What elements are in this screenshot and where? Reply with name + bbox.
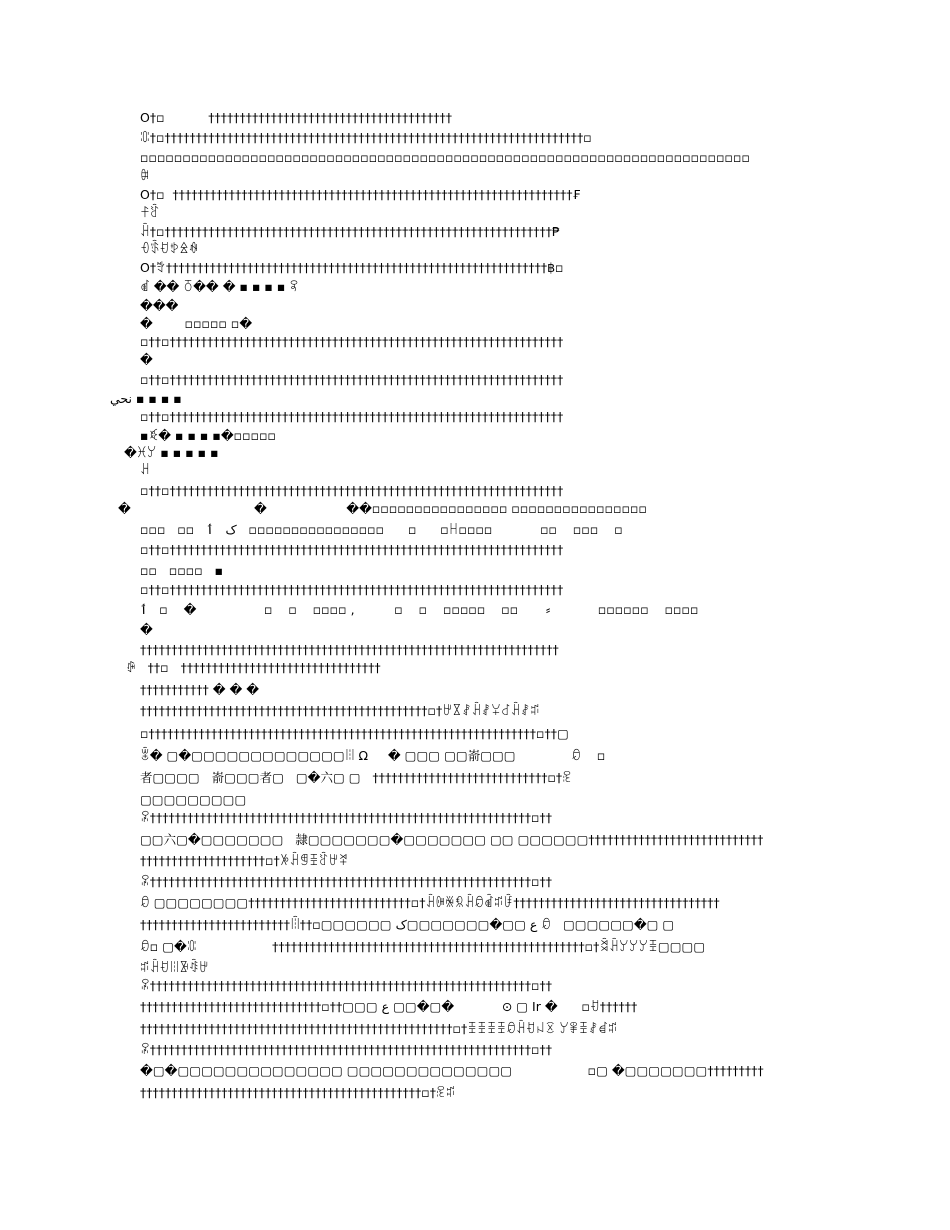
text-line: 者▢▢▢▢ 嵛▢▢▢者▢ ▢�六▢ ▢ ††††††††††††††††††††††††††††▫†ꆮ bbox=[140, 770, 572, 785]
text-line: ▢▢六▢�▢▢▢▢▢▢▢ 隷▢▢▢▢▢▢▢�▢▢▢▢▢▢▢ ▢▢ ▢▢▢▢▢▢†††††††††††††††††††††††††††† bbox=[140, 832, 764, 847]
text-line: ††††††††††††††††††††▫†ꉼꃄꁅꀨꋑꉠꈭ bbox=[140, 853, 349, 868]
text-line: ▪ꀥ� ▪ ▪ ▪ ▪�▫▫▫▫▫ bbox=[140, 428, 277, 443]
text-line: †††††††††††††††††††††††††††††▫††▢▢▢ ع ▢▢�▢� ⊙ ▢ Ir � ▫ꀀ†††††† bbox=[140, 999, 638, 1014]
text-line: ꃄ†▫††††††††††††††††††††††††††††††††††††††††††††††††††††††††††††††₱ bbox=[140, 224, 560, 239]
text-line: ꄳ†††††††††††††††††††††††††††††††††††††††††††††††††††††††††††††▫†† bbox=[140, 978, 552, 993]
text-line: �ꁝꌦ ▪ ▪ ▪ ▪ ▪ bbox=[124, 445, 219, 460]
text-line: ▫▫▫▫▫▫▫▫▫▫▫▫▫▫▫▫▫▫▫▫▫▫▫▫▫▫▫▫▫▫▫▫▫▫▫▫▫▫▫▫▫▫▫▫▫▫▫▫▫▫▫▫▫▫▫▫▫▫▫▫▫▫▫▫▫▫▫▫▫▫▫▫ bbox=[140, 150, 750, 165]
text-line: ††††††††††††††††††††††††††††††††††††††††††††††▫†ꉠꊱꊻꃄꊻꌤꁐꃄꊻꌪ bbox=[140, 703, 540, 718]
text-line: ꌡꈃꀀꉣꊛꊿ bbox=[140, 241, 199, 256]
text-line: � bbox=[140, 622, 153, 637]
text-line: ꌪꃄꀀꈨꅋꂺꉠ bbox=[140, 960, 209, 975]
text-line: ††††††††††† � � � bbox=[140, 682, 260, 697]
text-line: ††††††††††††††††††††††††††††††††††††††††††††††††††▫†ꀨꀨꀨꀨꈲꃄꀀꈤꉤ ꌦꈡꀨꊻꀸꌪ bbox=[140, 1021, 618, 1036]
text-line: �▢�▢▢▢▢▢▢▢▢▢▢▢▢▢▢ ▢▢▢▢▢▢▢▢▢▢▢▢▢▢ ▫▢ �▢▢▢▢▢▢▢††††††††† bbox=[140, 1063, 764, 1078]
text-line: ꊰꋑ bbox=[140, 205, 160, 220]
text-line: ꂂ� ▢�▢▢▢▢▢▢▢▢▢▢▢▢▢ꈨ Ω � ▢▢▢ ▢▢嵛▢▢▢ ꈲ ▫ bbox=[140, 748, 606, 763]
text-line: ▫▫▫ ▫▫ ک ٲ ▫▫▫▫▫▫▫▫▫▫▫▫▫▫▫▫ ▫ ▫ꀿ▫▫▫▫ ▫▫ ▫▫▫ ▫ bbox=[140, 522, 623, 537]
text-line: ꁤ†▫†††††††††††††††††††††††††††††††††††††††††††††††††††††††††††††††††††▫ bbox=[140, 130, 592, 145]
text-line: ꃅ bbox=[140, 462, 150, 477]
text-line: ��� bbox=[140, 298, 179, 313]
text-line: ꈲ ▢▢▢▢▢▢▢▢††††††††††††††††††††††††††▫†ꃄꁏꍐꉿꃄꈲꀶꌪꀰ††††††††††††††††††††††††††††††††† bbox=[140, 895, 720, 910]
text-line: ꆊ bbox=[140, 168, 150, 183]
text-line: †††††††††††††††††††††††††††††††††††††††††††††▫†ꆮꌪ bbox=[140, 1085, 456, 1100]
text-line: ▫††▫††††††††††††††††††††††††††††††††††††††††††††††††††††††††††††††† bbox=[140, 372, 564, 387]
text-line: ꄵ ††▫ †††††††††††††††††††††††††††††††† bbox=[126, 660, 381, 675]
text-line: � ▫▫▫▫▫ ▫� bbox=[140, 316, 253, 331]
text-line: O†▫ ††††††††††††††††††††††††††††††††††††††††††††††††††††††††††††††††₣ bbox=[140, 187, 581, 202]
text-line: ▫††††††††††††††††††††††††††††††††††††††††††††††††††††††††††††††▫††▢ bbox=[140, 726, 569, 741]
text-line: ††††††††††††††††††††††††ꈧ††▫▢▢▢▢▢▢ ع ▢▢�▢▢▢▢▢▢▢ک ꈲ ▢▢▢▢▢▢�▢ ▢ bbox=[140, 917, 675, 932]
text-line: ▫††▫††††††††††††††††††††††††††††††††††††††††††††††††††††††††††††††† bbox=[140, 483, 564, 498]
text-line: ꀷ �� ꅂ�� � ▪ ▪ ▪ ▪ ꎽ bbox=[140, 279, 300, 294]
text-line: ٲ ▫ � ▫ ▫ ▫▫▫▫ , ▫ ▫ ▫▫▫▫▫ ▫▫ ⸗ ▫▫▫▫▫▫ ▫▫▫▫ bbox=[140, 602, 699, 617]
text-line: � bbox=[140, 352, 153, 367]
text-line: O†ꁫ†††††††††††††††††††††††††††††††††††††††††††††††††††††††††††††฿▫ bbox=[140, 260, 564, 275]
text-line: ꈲ▫ ▢�ꁤ ††††††††††††††††††††††††††††††††††††††††††††††††††▫†ꈫꃄꌦꌦꌦꀨ▢▢▢▢ bbox=[140, 939, 706, 954]
text-line: ▫††▫††††††††††††††††††††††††††††††††††††††††††††††††††††††††††††††† bbox=[140, 409, 564, 424]
text-line: ▢▢▢▢▢▢▢▢▢ bbox=[140, 792, 247, 807]
text-line: O†▫ ††††††††††††††††††††††††††††††††††††††† bbox=[140, 110, 453, 125]
text-line: ▫††▫††††††††††††††††††††††††††††††††††††††††††††††††††††††††††††††† bbox=[140, 542, 564, 557]
text-line: ꄳ†††††††††††††††††††††††††††††††††††††††††††††††††††††††††††††▫†† bbox=[140, 874, 552, 889]
text-line: ▫††▫††††††††††††††††††††††††††††††††††††††††††††††††††††††††††††††† bbox=[140, 582, 564, 597]
text-line: ▫††▫††††††††††††††††††††††††††††††††††††††††††††††††††††††††††††††† bbox=[140, 334, 564, 349]
text-line: نحي ▪ ▪ ▪ ▪ bbox=[110, 391, 182, 406]
text-line: ꄳ†††††††††††††††††††††††††††††††††††††††††††††††††††††††††††††▫†† bbox=[140, 1042, 552, 1057]
text-line: ▫▫ ▫▫▫▫ ▪ bbox=[140, 563, 224, 578]
text-line: � � ��▫▫▫▫▫▫▫▫▫▫▫▫▫▫▫▫ ▫▫▫▫▫▫▫▫▫▫▫▫▫▫▫▫ bbox=[118, 501, 647, 516]
text-line: ††††††††††††††††††††††††††††††††††††††††††††††††††††††††††††††††††† bbox=[140, 642, 559, 657]
text-line: ꄳ†††††††††††††††††††††††††††††††††††††††††††††††††††††††††††††▫†† bbox=[140, 810, 552, 825]
